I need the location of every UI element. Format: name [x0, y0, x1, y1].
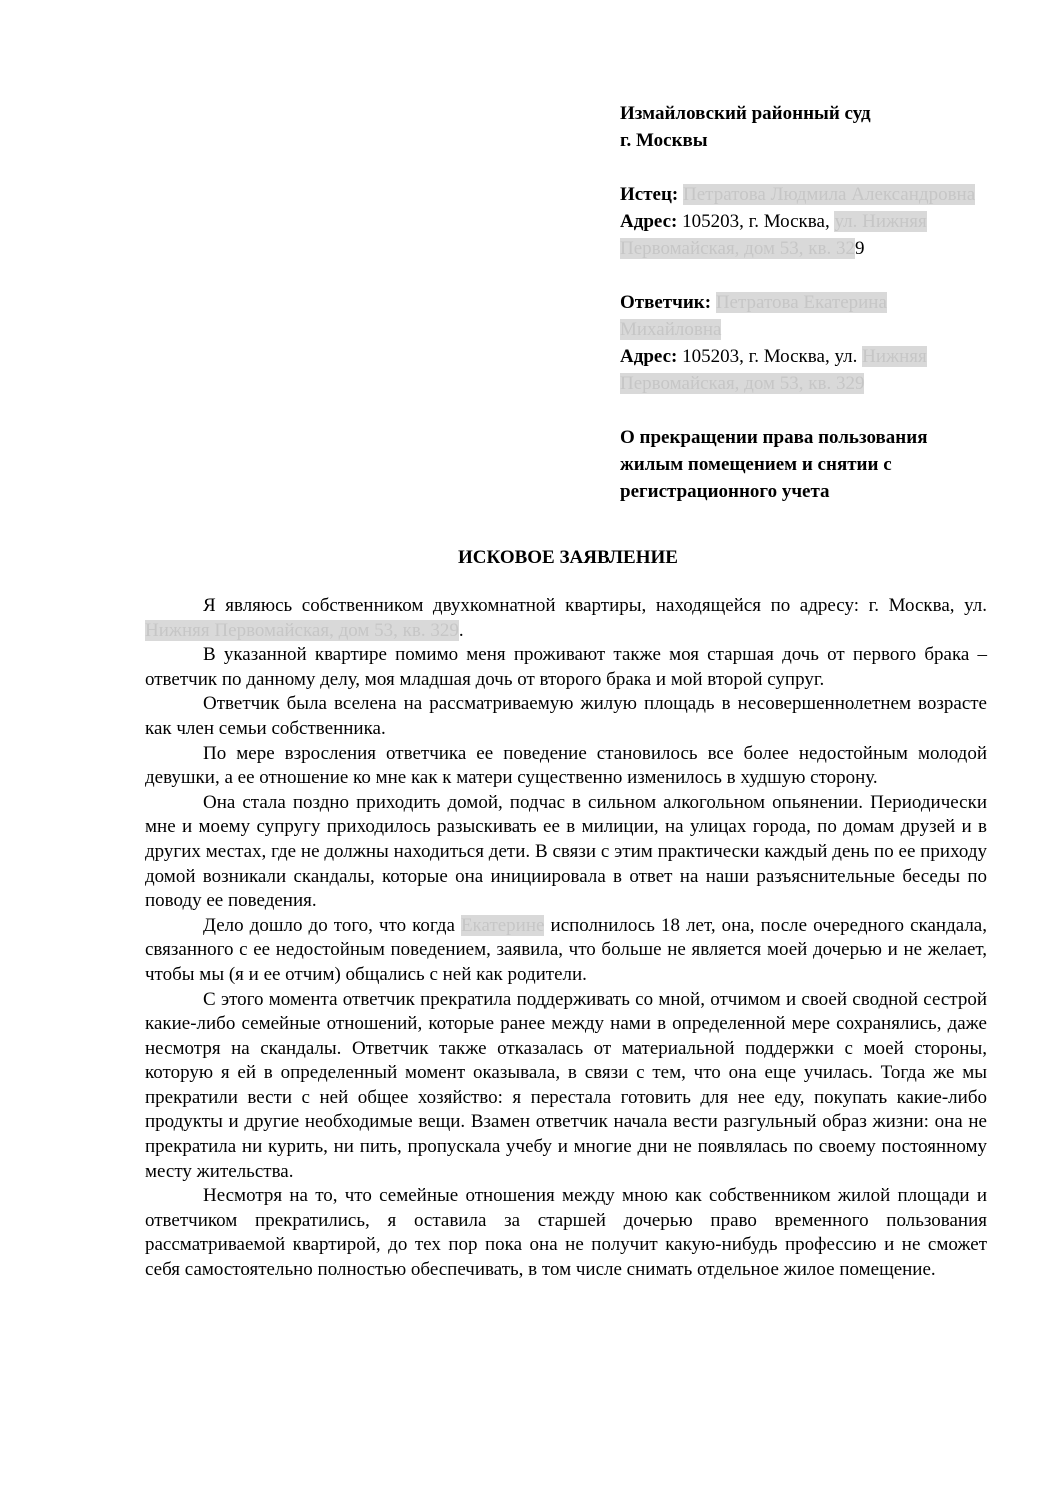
defendant-address-line: [620, 343, 980, 397]
paragraph-3: Ответчик была вселена на рассматриваемую жилую площадь в несовершеннолетнем возрасте как член семьи собственника.: [145, 693, 987, 739]
plaintiff-address-label: Адрес:: [620, 211, 678, 232]
paragraph-1-text: Я являюсь собственником двухкомнатной квартиры, находящейся по адресу: г. Москва, ул.: [203, 595, 987, 616]
plaintiff-label: Истец:: [620, 184, 679, 205]
defendant-address-text: 105203, г. Москва, ул.: [677, 346, 863, 367]
paragraph-1-redacted-address: Нижняя Первомайская, дом 53, кв. 329: [145, 619, 459, 641]
defendant-name-line: [620, 289, 980, 343]
paragraph-7: С этого момента ответчик прекратила поддерживать со мной, отчимом и своей сводной сестрой какие-либо семейные отношений, которые ранее между нами в определенной мере сохранялись, даже несмотря на скандалы. Ответчик также отказалась от материальной поддержки с моей стороны, которую я ей в определенный момент оказывала, в связи с тем, что она еще училась. Тогда же мы прекратили вести с ней общее хозяйство: я перестала готовить для нее еду, покупать какие-либо продукты и другие необходимые вещи. Взамен ответчик начала вести разгульный образ жизни: она не прекратила ни курить, ни пить, пропускала учебу и многие дни не появлялась по своему постоянному месту жительства.: [145, 988, 987, 1182]
paragraph-4: По мере взросления ответчика ее поведение становилось все более недостойным молодой девушки, а ее отношение ко мне как к матери существенно изменилось в худшую сторону.: [145, 742, 987, 789]
court-name: [620, 100, 980, 154]
document-title: ИСКОВОЕ ЗАЯВЛЕНИЕ: [458, 547, 678, 568]
paragraph-6-rest: исполнилось 18 лет, она, после очередного скандала, связанного с ее недостойным поведением, заявила, что больше не является моей дочерью и не желает, чтобы мы (я и ее отчим) общались с ней как родители.: [145, 914, 987, 985]
defendant-name-redacted: Петратова Екатерина Михайловна: [620, 292, 887, 340]
plaintiff-name-line: [620, 181, 980, 208]
plaintiff-address-redacted: ул. Нижняя Первомайская, дом 53, кв. 32: [620, 211, 927, 259]
defendant-label: Ответчик:: [620, 292, 712, 313]
paragraph-6: [145, 914, 987, 988]
paragraph-1-end: .: [458, 619, 464, 641]
paragraph-6-text: Дело дошло до того, что когда: [203, 914, 461, 936]
paragraph-5: Она стала поздно приходить домой, подчас в сильном алкогольном опьянении. Периодически мне и моему супругу приходилось разыскивать ее в милиции, на улицах города, по домам друзей и в других местах, где не должны находиться дети. В связи с этим практически каждый день по ее приходу домой возникали скандалы, которые она инициировала в ответ на наши разъяснительные беседы по поводу ее поведения.: [145, 791, 987, 912]
defendant-address-label: Адрес:: [620, 346, 678, 367]
claim-subject: О прекращении права пользования жилым помещением и снятии с регистрационного учета: [620, 427, 928, 502]
paragraph-1: [145, 594, 987, 643]
defendant-block: [620, 289, 980, 397]
defendant-address-redacted: Нижняя Первомайская, дом 53, кв. 329: [620, 346, 927, 394]
plaintiff-address-line: [620, 208, 980, 262]
paragraph-8: Несмотря на то, что семейные отношения между мною как собственником жилой площади и ответчиком прекратились, я оставила за старшей дочерью право временного пользования рассматриваемой квартирой, до тех пор пока она не получит какую-нибудь профессию и не сможет себя самостоятельно полностью обеспечивать, в том числе снимать отдельное жилое помещение.: [145, 1185, 987, 1281]
plaintiff-address-tail: 9: [854, 238, 865, 259]
addressee-block: [620, 100, 980, 505]
paragraph-6-redacted-name: Екатерине: [460, 914, 545, 936]
document-body: [145, 594, 987, 1283]
court-name-line2: г. Москвы: [620, 130, 708, 151]
plaintiff-address-text: 105203, г. Москва,: [677, 211, 835, 232]
court-name-line1: Измайловский районный суд: [620, 103, 871, 124]
plaintiff-block: [620, 181, 980, 262]
paragraph-2: В указанной квартире помимо меня проживают также моя старшая дочь от первого брака – ответчик по данному делу, моя младшая дочь от второго брака и мой второй супруг.: [145, 644, 987, 690]
plaintiff-name-redacted: Петратова Людмила Александровна: [683, 184, 976, 205]
